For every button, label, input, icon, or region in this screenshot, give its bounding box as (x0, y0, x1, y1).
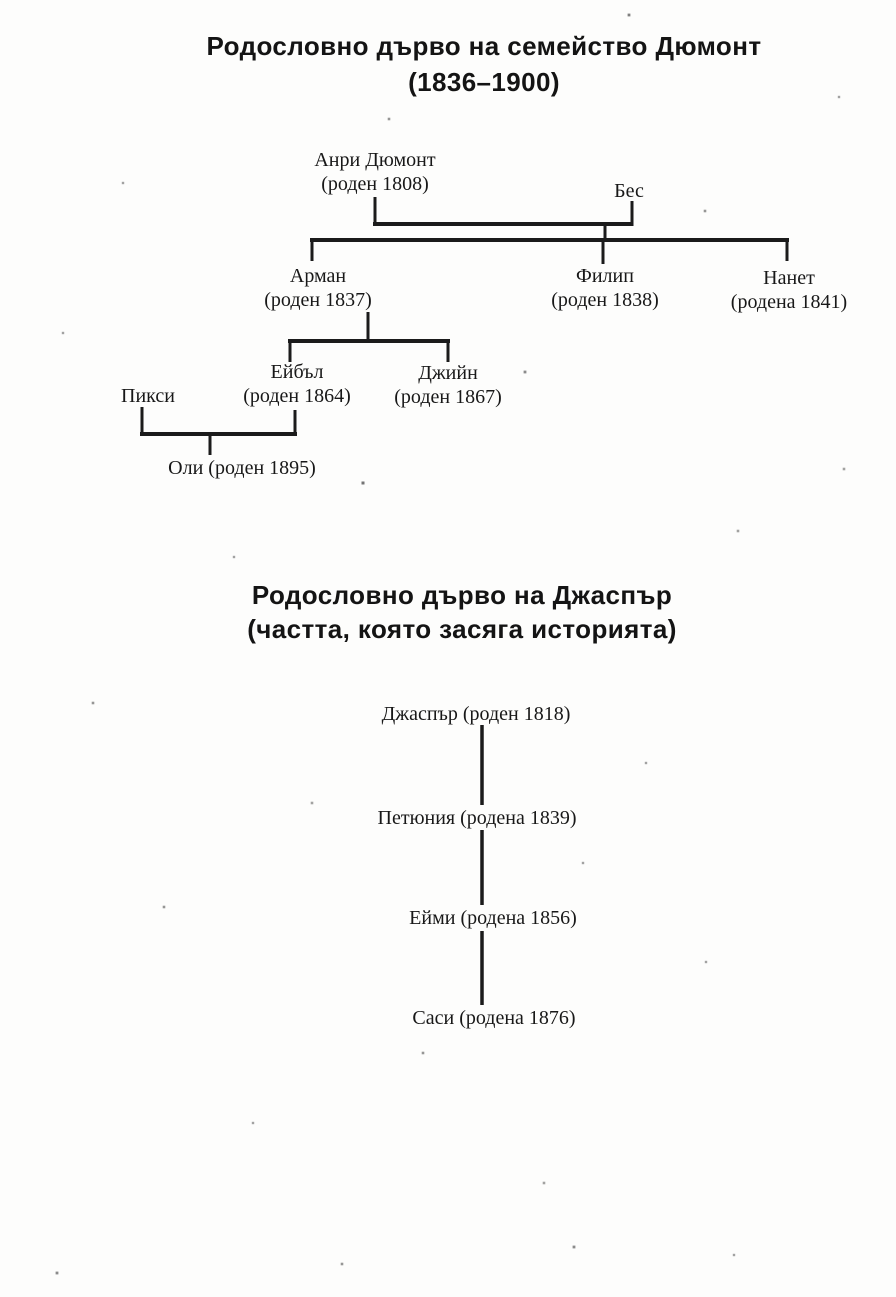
person-name: Саси (родена 1876) (412, 1007, 576, 1029)
person-name: Джийн (418, 362, 478, 384)
scan-noise-speckles (0, 0, 2, 2)
person-name: Петюния (родена 1839) (377, 807, 577, 829)
node-henri-dumont (314, 148, 435, 196)
node-pixie (121, 384, 175, 408)
person-name: Пикси (121, 385, 175, 407)
person-name: Джаспър (роден 1818) (381, 703, 571, 725)
person-birth: (роден 1867) (394, 386, 502, 408)
node-jasper (382, 702, 571, 726)
person-birth: (роден 1837) (264, 289, 372, 311)
tree2-title (247, 578, 677, 646)
node-philip (551, 264, 659, 312)
node-amy (409, 906, 577, 930)
tree1-vertical-drops (142, 197, 787, 455)
person-name: Нанет (763, 267, 815, 289)
tree2-title-line2: (частта, която засяга историята) (247, 614, 677, 644)
node-bess (614, 179, 644, 203)
node-nanette (731, 266, 847, 314)
node-sassy (412, 1006, 575, 1030)
person-birth: (роден 1808) (321, 173, 429, 195)
person-name: Бес (614, 180, 644, 202)
person-name: Ейми (родена 1856) (409, 907, 577, 929)
node-arman (264, 264, 372, 312)
person-birth: (роден 1838) (551, 289, 659, 311)
tree2-title-line1: Родословно дърво на Джаспър (251, 580, 673, 610)
tree1-title-line1: Родословно дърво на семейство Дюмонт (206, 31, 762, 61)
tree1-title-line2: (1836–1900) (408, 67, 560, 97)
tree1-title (207, 28, 762, 100)
person-birth: (родена 1841) (730, 291, 848, 313)
node-abel (243, 360, 351, 408)
node-petunia (378, 806, 577, 830)
person-name: Анри Дюмонт (314, 149, 436, 171)
person-name: Арман (289, 265, 347, 287)
tree1-connectors (140, 197, 789, 455)
person-name: Филип (576, 265, 634, 287)
person-name: Ейбъл (270, 361, 324, 383)
node-oli (168, 456, 316, 480)
person-birth: (роден 1864) (243, 385, 351, 407)
person-name: Оли (роден 1895) (168, 457, 316, 479)
node-jean (394, 361, 502, 409)
